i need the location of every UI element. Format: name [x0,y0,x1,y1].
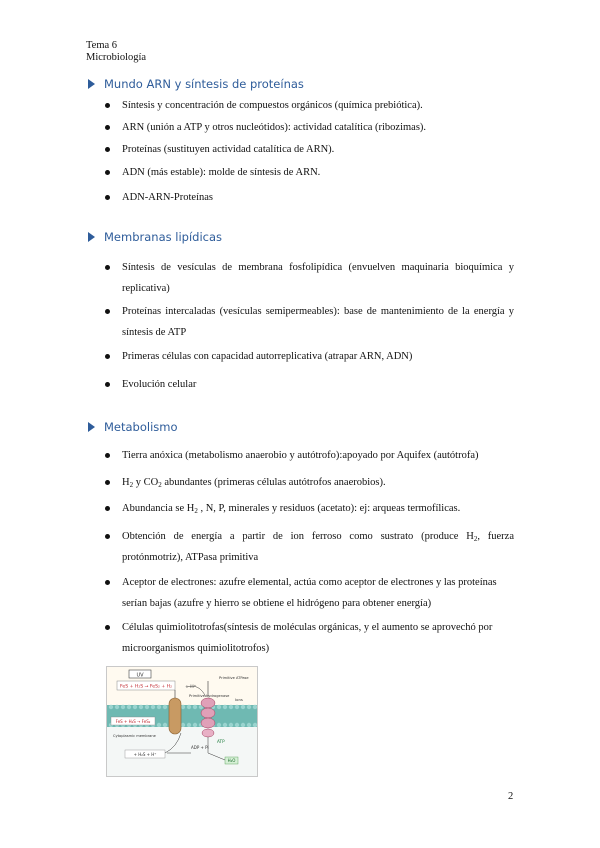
list-item: Aceptor de electrones: azufre elemental, actúa como aceptor de electrones y las proteínas serían bajas (azufre y hierro se obtiene el hidrógeno para obtener energía) [122,572,514,614]
list-item: Abundancia se $H_2$ , N, P, minerales y residuos (acetato): ej: arqueas termofílicas. [122,498,514,519]
list-item: $H_2$ y $CO_2$ abundantes (primeras células autótrofos anaerobios). [122,472,514,493]
list-item: Primeras células con capacidad autorreplicativa (atrapar ARN, ADN) [122,346,514,367]
svg-text:FeS + H₂S → FeS₂ + H₂: FeS + H₂S → FeS₂ + H₂ [120,684,172,690]
document-header [86,40,146,64]
section-title-mundo-arn [88,77,304,91]
arrow-bullet-icon [88,232,95,242]
arrow-bullet-icon [88,79,95,89]
header-subject: Microbiología [86,52,147,63]
list-item: Evolución celular [122,374,514,395]
list-item: ADN-ARN-Proteínas [122,187,514,208]
svg-text:+ H₂S + H⁺: + H₂S + H⁺ [133,751,157,757]
list-item: ARN (unión a ATP y otros nucleótidos): actividad catalítica (ribozimas). [122,117,514,138]
list-item: Tierra anóxica (metabolismo anaerobio y autótrofo):apoyado por Aquifex (autótrofa) [122,445,514,466]
list-item: Síntesis de vesículas de membrana fosfolipídica (envuelven maquinaria bioquímica y replicativa) [122,257,514,299]
svg-text:H₂O: H₂O [227,758,236,764]
section-title-text: Mundo ARN y síntesis de proteínas [104,77,304,91]
list-item: Obtención de energía a partir de ion ferroso como sustrato (produce $H_2$, fuerza protónmotriz), ATPasa primitiva [122,526,514,568]
list-item: Proteínas (sustituyen actividad catalítica de ARN). [122,139,514,160]
list-item: Células quimiolitotrofas(síntesis de moléculas orgánicas, y el aumento se aprovechó por microorganismos quimiolitotrofos) [122,617,514,659]
page-number: 2 [508,791,514,802]
section-title-membranas [88,230,222,244]
list-item: Proteínas intercaladas (vesículas semipermeables): base de mantenimiento de la energía y síntesis de ATP [122,301,514,343]
arrow-bullet-icon [88,422,95,432]
svg-text:Cytoplasmic membrane: Cytoplasmic membrane [113,734,156,738]
svg-text:UV: UV [136,672,144,679]
diagram-svg [107,667,257,776]
list-item: Síntesis y concentración de compuestos orgánicos (química prebiótica). [122,95,514,116]
list-item: ADN (más estable): molde de síntesis de ARN. [122,162,514,183]
svg-text:ATP: ATP [217,739,225,744]
svg-text:+ H⁺: + H⁺ [185,685,197,690]
header-topic: Tema 6 [86,40,118,51]
section-title-text: Metabolismo [104,420,178,434]
svg-text:Ions: Ions [235,697,243,702]
section-title-metabolismo [88,420,178,434]
svg-text:Primitive ATPase: Primitive ATPase [219,676,249,680]
chemiolithotroph-diagram [106,666,258,777]
svg-text:FeS + H₂S → FeS₂: FeS + H₂S → FeS₂ [115,718,151,724]
svg-text:ADP + Pi: ADP + Pi [191,745,209,750]
hydrogenase-protein [169,698,181,734]
svg-text:Primitive hydrogenase: Primitive hydrogenase [189,694,230,698]
section-title-text: Membranas lipídicas [104,230,222,244]
